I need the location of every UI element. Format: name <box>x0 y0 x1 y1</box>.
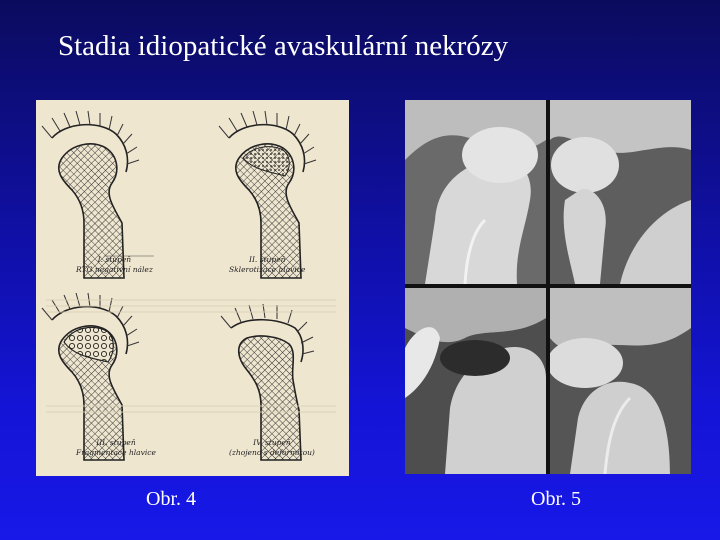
stage-3-desc: Fragmentace hlavice <box>76 448 156 457</box>
xray-figure <box>405 100 691 474</box>
xray-image-2 <box>550 100 691 284</box>
xray-image-1 <box>405 100 546 284</box>
stages-diagram-figure <box>36 100 349 476</box>
stage-3-drawing <box>42 293 139 460</box>
stage-1-drawing <box>42 111 154 278</box>
femoral-head-drawings <box>36 100 349 476</box>
stage-2-drawing <box>219 111 316 278</box>
stage-3-label <box>76 438 156 458</box>
figure-5-caption: Obr. 5 <box>531 488 581 510</box>
slide-title: Stadia idiopatické avaskulární nekrózy <box>58 30 509 62</box>
stage-1-desc: RTG negativní nález <box>76 265 153 274</box>
stage-2-title: II. stupeň <box>249 255 286 264</box>
stage-4-label <box>229 438 315 458</box>
stage-4-desc: (zhojeno s deformitou) <box>229 448 315 457</box>
stage-2-desc: Sklerotizace hlavice <box>229 265 306 274</box>
stage-4-title: IV. stupeň <box>253 438 291 447</box>
stage-1-label <box>76 255 153 275</box>
figure-4-caption: Obr. 4 <box>146 488 196 510</box>
stage-2-label <box>229 255 305 275</box>
stage-1-title: I. stupeň <box>97 255 132 264</box>
stage-3-title: III. stupeň <box>96 438 136 447</box>
stage-4-drawing <box>221 304 314 460</box>
xray-image-4 <box>550 288 691 474</box>
xray-image-3 <box>405 288 546 474</box>
